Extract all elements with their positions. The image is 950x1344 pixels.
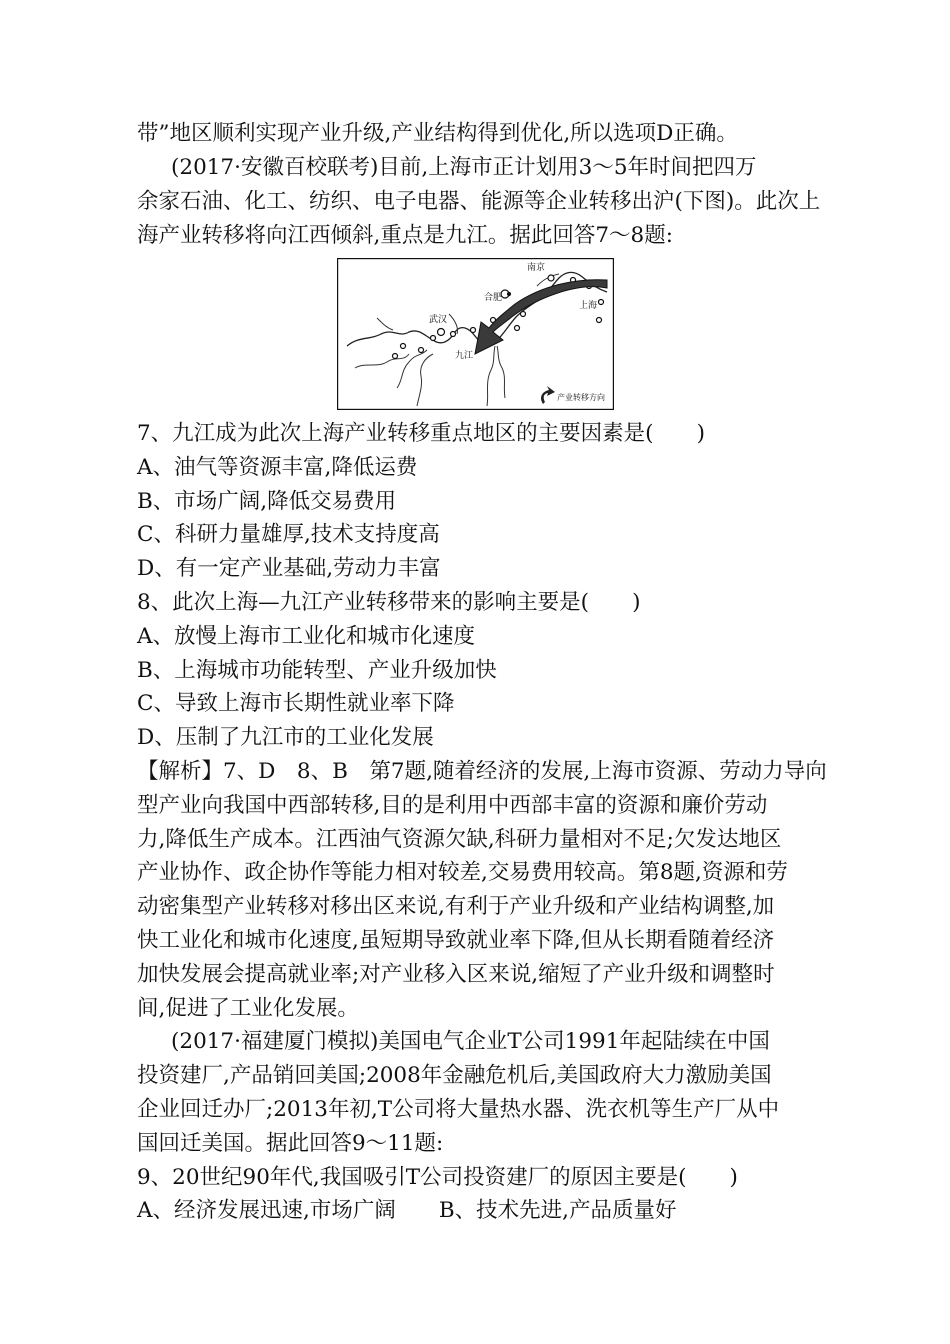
analysis-line: 快工业化和城市化速度,虽短期导致就业率下降,但从长期看随着经济 bbox=[137, 928, 775, 953]
legend-label: 产业转移方向 bbox=[557, 393, 605, 402]
question-7: 7、九江成为此次上海产业转移重点地区的主要因素是( ) bbox=[137, 421, 705, 446]
analysis-line: 【解析】7、D 8、B 第7题,随着经济的发展,上海市资源、劳动力导向 bbox=[137, 759, 827, 784]
text-line: 带”地区顺利实现产业升级,产业结构得到优化,所以选项D正确。 bbox=[137, 121, 738, 146]
option-7d: D、有一定产业基础,劳动力丰富 bbox=[137, 556, 441, 581]
text-line: (2017·安徽百校联考)目前,上海市正计划用3～5年时间把四万 bbox=[171, 155, 757, 180]
text-line: (2017·福建厦门模拟)美国电气企业T公司1991年起陆续在中国 bbox=[171, 1029, 770, 1054]
label-jiujiang: 九江 bbox=[455, 351, 474, 361]
text-line: 企业回迁办厂;2013年初,T公司将大量热水器、洗衣机等生产厂从中 bbox=[137, 1097, 780, 1122]
question-9: 9、20世纪90年代,我国吸引T公司投资建厂的原因主要是( ) bbox=[137, 1165, 738, 1190]
text-line: 海产业转移将向江西倾斜,重点是九江。据此回答7～8题: bbox=[137, 223, 673, 248]
label-hefei: 合肥 bbox=[484, 293, 503, 303]
label-wuhan: 武汉 bbox=[429, 315, 448, 325]
option-7b: B、市场广阔,降低交易费用 bbox=[137, 489, 397, 514]
label-shanghai: 上海 bbox=[579, 301, 598, 311]
analysis-line: 间,促进了工业化发展。 bbox=[137, 996, 359, 1021]
option-7a: A、油气等资源丰富,降低运费 bbox=[137, 455, 418, 480]
option-8a: A、放慢上海市工业化和城市化速度 bbox=[137, 624, 476, 649]
options-9ab: A、经济发展迅速,市场广阔 B、技术先进,产品质量好 bbox=[137, 1198, 677, 1223]
analysis-line: 产业协作、政企协作等能力相对较差,交易费用较高。第8题,资源和劳 bbox=[137, 860, 788, 885]
option-8c: C、导致上海市长期性就业率下降 bbox=[137, 691, 455, 716]
analysis-line: 加快发展会提高就业率;对产业移入区来说,缩短了产业升级和调整时 bbox=[137, 962, 775, 987]
question-8: 8、此次上海—九江产业转移带来的影响主要是( ) bbox=[137, 590, 641, 615]
text-line: 投资建厂,产品销回美国;2008年金融危机后,美国政府大力激励美国 bbox=[137, 1063, 772, 1088]
text-line: 国回迁美国。据此回答9～11题: bbox=[137, 1131, 444, 1156]
option-7c: C、科研力量雄厚,技术支持度高 bbox=[137, 522, 440, 547]
option-8b: B、上海城市功能转型、产业升级加快 bbox=[137, 658, 497, 683]
analysis-line: 力,降低生产成本。江西油气资源欠缺,科研力量相对不足;欠发达地区 bbox=[137, 827, 782, 852]
analysis-line: 型产业向我国中西部转移,目的是利用中西部丰富的资源和廉价劳动 bbox=[137, 793, 768, 818]
label-nanjing: 南京 bbox=[527, 263, 546, 273]
analysis-line: 动密集型产业转移对移出区来说,有利于产业升级和产业结构调整,加 bbox=[137, 894, 775, 919]
industry-transfer-map bbox=[337, 258, 614, 410]
text-line: 余家石油、化工、纺织、电子电器、能源等企业转移出沪(下图)。此次上 bbox=[137, 189, 821, 214]
option-8d: D、压制了九江市的工业化发展 bbox=[137, 725, 434, 750]
